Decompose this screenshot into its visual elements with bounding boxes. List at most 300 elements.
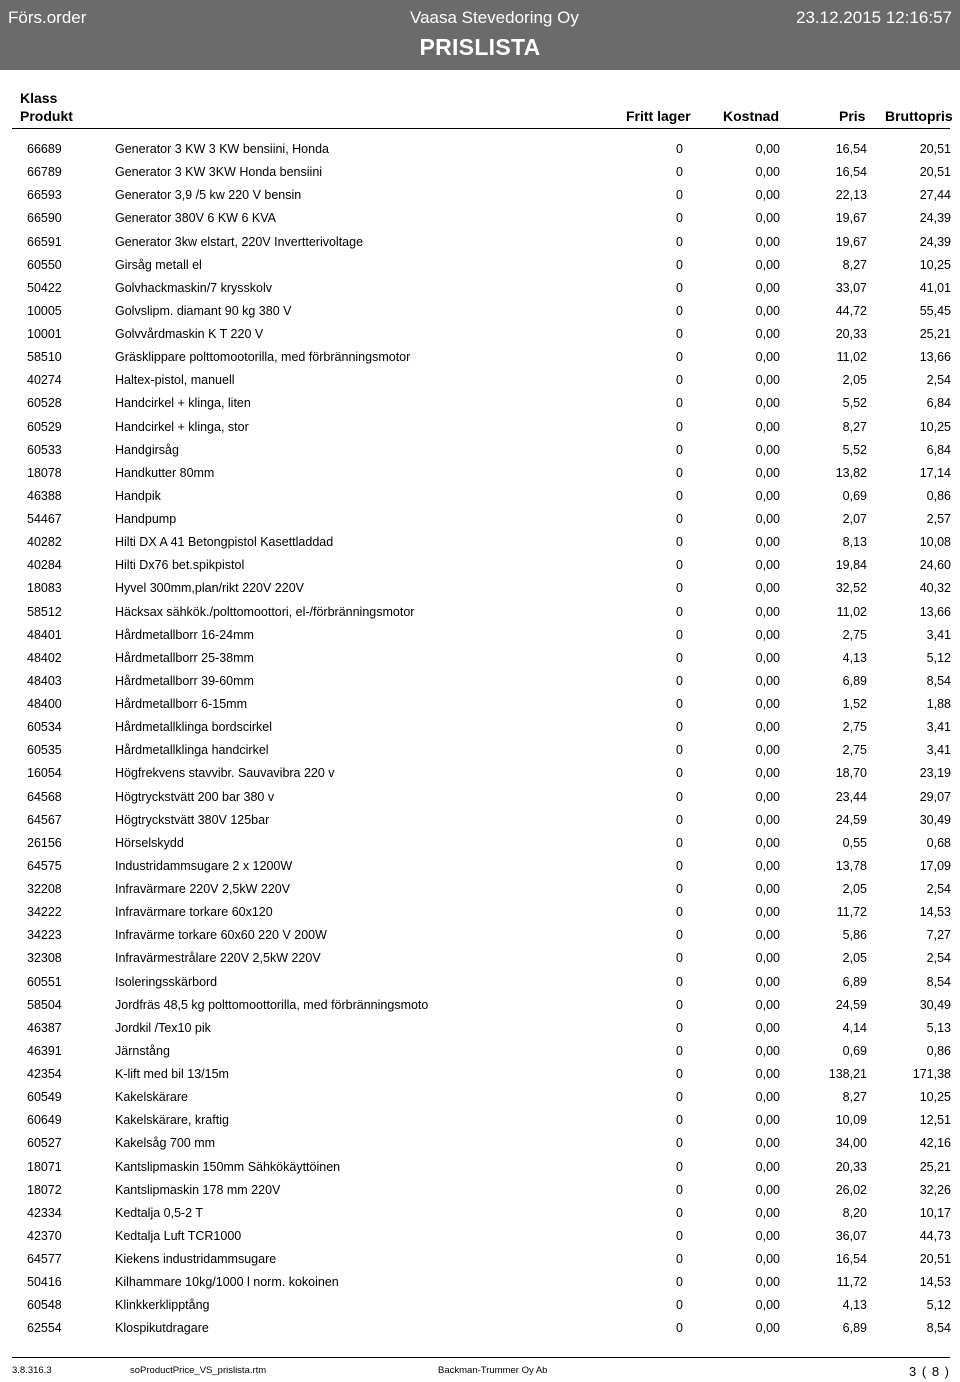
stock-value: 0 xyxy=(676,627,683,642)
product-id: 60528 xyxy=(27,396,62,411)
table-row xyxy=(0,902,960,925)
price-value: 20,33 xyxy=(835,327,867,341)
cost-value: 0,00 xyxy=(755,1090,780,1105)
price-value: 8,27 xyxy=(842,257,867,272)
table-row xyxy=(0,324,960,347)
gross-price-value: 2,54 xyxy=(926,373,951,388)
table-row xyxy=(0,486,960,509)
cost-value: 0,00 xyxy=(755,997,780,1012)
cost-value: 0,00 xyxy=(755,627,780,642)
product-name: Högfrekvens stavvibr. Sauvavibra 220 v xyxy=(115,766,335,781)
price-value: 11,72 xyxy=(836,905,867,920)
table-row xyxy=(0,139,960,162)
product-name: Kantslipmaskin 150mm Sähkökäyttöinen xyxy=(115,1159,341,1174)
stock-value: 0 xyxy=(676,1205,683,1220)
page-number: 3 ( 8 ) xyxy=(909,1364,950,1379)
price-value: 44,72 xyxy=(835,303,867,318)
price-value: 0,55 xyxy=(842,835,867,850)
page-title: PRISLISTA xyxy=(419,34,541,60)
product-name: Isoleringsskärbord xyxy=(115,974,218,989)
stock-value: 0 xyxy=(676,858,683,873)
gross-price-value: 2,54 xyxy=(926,951,951,966)
cost-value: 0,00 xyxy=(755,558,780,573)
stock-value: 0 xyxy=(676,512,683,526)
price-value: 20,33 xyxy=(835,1159,867,1174)
gross-price-value: 20,51 xyxy=(919,165,951,180)
cost-value: 0,00 xyxy=(755,1275,780,1290)
product-name: Handcirkel + klinga, liten xyxy=(115,396,251,411)
stock-value: 0 xyxy=(676,951,683,966)
table-row xyxy=(0,393,960,416)
product-id: 34223 xyxy=(27,928,62,943)
price-value: 4,13 xyxy=(842,1298,867,1313)
table-row xyxy=(0,1249,960,1272)
stock-value: 0 xyxy=(676,211,683,226)
gross-price-value: 8,54 xyxy=(926,1321,951,1336)
price-value: 5,52 xyxy=(842,396,867,411)
product-name: Haltex-pistol, manuell xyxy=(115,373,235,388)
cost-value: 0,00 xyxy=(755,211,780,226)
column-header-bruttopris: Bruttopris xyxy=(885,108,953,124)
price-table xyxy=(0,139,960,1342)
cost-value: 0,00 xyxy=(755,604,780,619)
table-row xyxy=(0,602,960,625)
gross-price-value: 10,17 xyxy=(919,1205,951,1220)
price-value: 11,02 xyxy=(836,604,867,619)
product-name: Hårdmetallklinga bordscirkel xyxy=(115,720,273,735)
table-row xyxy=(0,833,960,856)
table-row xyxy=(0,625,960,648)
gross-price-value: 6,84 xyxy=(926,396,951,411)
cost-value: 0,00 xyxy=(755,1159,780,1174)
price-value: 2,07 xyxy=(842,512,867,526)
gross-price-value: 10,25 xyxy=(919,257,951,272)
gross-price-value: 1,88 xyxy=(926,697,951,711)
gross-price-value: 41,01 xyxy=(919,280,951,295)
stock-value: 0 xyxy=(676,604,683,619)
gross-price-value: 14,53 xyxy=(919,1275,951,1290)
product-name: Infravärme torkare 60x60 220 V 200W xyxy=(115,928,327,943)
product-name: Hilti Dx76 bet.spikpistol xyxy=(115,558,245,573)
table-row xyxy=(0,1180,960,1203)
gross-price-value: 30,49 xyxy=(919,997,951,1012)
product-id: 40274 xyxy=(27,373,62,388)
stock-value: 0 xyxy=(676,789,683,804)
gross-price-value: 3,41 xyxy=(926,743,951,758)
column-header-pris: Pris xyxy=(839,108,866,124)
table-row xyxy=(0,370,960,393)
product-name: Hilti DX A 41 Betongpistol Kasettladdad xyxy=(115,535,334,550)
gross-price-value: 40,32 xyxy=(919,581,951,596)
stock-value: 0 xyxy=(676,327,683,341)
gross-price-value: 44,73 xyxy=(919,1228,951,1243)
product-id: 16054 xyxy=(27,766,62,781)
stock-value: 0 xyxy=(676,766,683,781)
stock-value: 0 xyxy=(676,1252,683,1266)
product-id: 50416 xyxy=(27,1275,62,1290)
table-row xyxy=(0,278,960,301)
gross-price-value: 5,12 xyxy=(926,650,951,665)
price-value: 8,27 xyxy=(842,419,867,434)
table-row xyxy=(0,694,960,717)
gross-price-value: 25,21 xyxy=(919,1159,951,1174)
table-row xyxy=(0,1064,960,1087)
gross-price-value: 20,51 xyxy=(919,142,951,156)
product-id: 46387 xyxy=(27,1020,62,1035)
gross-price-value: 10,25 xyxy=(919,1090,951,1105)
gross-price-value: 30,49 xyxy=(919,812,951,827)
price-value: 8,20 xyxy=(842,1205,867,1220)
gross-price-value: 12,51 xyxy=(919,1113,951,1128)
column-header-produkt: Produkt xyxy=(20,108,73,124)
gross-price-value: 13,66 xyxy=(919,604,951,619)
price-value: 24,59 xyxy=(835,997,867,1012)
price-value: 5,52 xyxy=(842,442,867,457)
product-id: 42354 xyxy=(27,1067,62,1081)
product-id: 58510 xyxy=(27,350,62,365)
cost-value: 0,00 xyxy=(755,188,780,203)
stock-value: 0 xyxy=(676,165,683,180)
table-row xyxy=(0,995,960,1018)
gross-price-value: 32,26 xyxy=(919,1182,951,1197)
product-id: 18071 xyxy=(27,1159,62,1174)
product-id: 48400 xyxy=(27,697,62,711)
gross-price-value: 13,66 xyxy=(919,350,951,365)
cost-value: 0,00 xyxy=(755,858,780,873)
cost-value: 0,00 xyxy=(755,488,780,503)
table-row xyxy=(0,925,960,948)
table-row xyxy=(0,255,960,278)
stock-value: 0 xyxy=(676,835,683,850)
price-value: 0,69 xyxy=(842,488,867,503)
cost-value: 0,00 xyxy=(755,512,780,526)
table-row xyxy=(0,1203,960,1226)
cost-value: 0,00 xyxy=(755,303,780,318)
cost-value: 0,00 xyxy=(755,743,780,758)
price-value: 22,13 xyxy=(835,188,867,203)
price-value: 8,13 xyxy=(842,535,867,550)
product-name: Kilhammare 10kg/1000 l norm. kokoinen xyxy=(115,1275,339,1290)
cost-value: 0,00 xyxy=(755,165,780,180)
product-id: 66590 xyxy=(27,211,62,226)
product-id: 66789 xyxy=(27,165,62,180)
product-name: Kakelskärare xyxy=(115,1090,188,1105)
product-name: Hyvel 300mm,plan/rikt 220V 220V xyxy=(115,581,304,596)
product-id: 34222 xyxy=(27,905,62,920)
product-name: Hårdmetallborr 39-60mm xyxy=(115,673,254,688)
cost-value: 0,00 xyxy=(755,373,780,388)
product-name: Klinkkerklipptång xyxy=(115,1298,210,1313)
price-value: 16,54 xyxy=(835,165,867,180)
table-row xyxy=(0,787,960,810)
stock-value: 0 xyxy=(676,280,683,295)
cost-value: 0,00 xyxy=(755,697,780,711)
product-id: 60550 xyxy=(27,257,62,272)
gross-price-value: 24,60 xyxy=(919,558,951,573)
table-row xyxy=(0,1295,960,1318)
product-name: Handgirsåg xyxy=(115,442,179,457)
price-value: 18,70 xyxy=(835,766,867,781)
product-name: Kantslipmaskin 178 mm 220V xyxy=(115,1182,281,1197)
table-row xyxy=(0,532,960,555)
product-id: 64567 xyxy=(27,812,62,827)
gross-price-value: 24,39 xyxy=(919,211,951,226)
product-id: 32308 xyxy=(27,951,62,966)
table-row xyxy=(0,417,960,440)
cost-value: 0,00 xyxy=(755,1113,780,1128)
stock-value: 0 xyxy=(676,1020,683,1035)
product-name: Handcirkel + klinga, stor xyxy=(115,419,249,434)
company-name: Vaasa Stevedoring Oy xyxy=(410,8,579,27)
report-datetime: 23.12.2015 12:16:57 xyxy=(796,8,952,27)
stock-value: 0 xyxy=(676,1136,683,1151)
cost-value: 0,00 xyxy=(755,396,780,411)
product-name: Kakelsåg 700 mm xyxy=(115,1136,216,1151)
stock-value: 0 xyxy=(676,1228,683,1243)
stock-value: 0 xyxy=(676,234,683,249)
price-value: 13,82 xyxy=(835,465,867,480)
price-value: 2,05 xyxy=(842,882,867,896)
stock-value: 0 xyxy=(676,1159,683,1174)
product-name: Infravärmestrålare 220V 2,5kW 220V xyxy=(115,951,321,966)
gross-price-value: 42,16 xyxy=(919,1136,951,1151)
product-id: 10005 xyxy=(27,303,62,318)
stock-value: 0 xyxy=(676,1182,683,1197)
price-value: 1,52 xyxy=(842,697,867,711)
product-id: 18083 xyxy=(27,581,62,596)
stock-value: 0 xyxy=(676,1113,683,1128)
cost-value: 0,00 xyxy=(755,882,780,896)
product-id: 60527 xyxy=(27,1136,62,1151)
price-value: 5,86 xyxy=(842,928,867,943)
table-row xyxy=(0,578,960,601)
stock-value: 0 xyxy=(676,697,683,711)
cost-value: 0,00 xyxy=(755,1136,780,1151)
cost-value: 0,00 xyxy=(755,905,780,920)
table-row xyxy=(0,1272,960,1295)
price-value: 8,27 xyxy=(842,1090,867,1105)
price-value: 26,02 xyxy=(835,1182,867,1197)
stock-value: 0 xyxy=(676,812,683,827)
product-name: Generator 3,9 /5 kw 220 V bensin xyxy=(115,188,302,203)
product-name: Hörselskydd xyxy=(115,835,184,850)
table-row xyxy=(0,162,960,185)
header-divider xyxy=(12,128,950,129)
table-row xyxy=(0,1087,960,1110)
table-row xyxy=(0,648,960,671)
gross-price-value: 29,07 xyxy=(919,789,951,804)
cost-value: 0,00 xyxy=(755,650,780,665)
product-id: 46391 xyxy=(27,1043,62,1058)
table-row xyxy=(0,1018,960,1041)
product-id: 64577 xyxy=(27,1252,62,1266)
price-value: 138,21 xyxy=(828,1067,867,1081)
product-name: Kedtalja 0,5-2 T xyxy=(115,1205,204,1220)
product-name: Golvvårdmaskin K T 220 V xyxy=(115,327,264,341)
table-row xyxy=(0,440,960,463)
product-name: Industridammsugare 2 x 1200W xyxy=(115,858,293,873)
stock-value: 0 xyxy=(676,442,683,457)
product-id: 62554 xyxy=(27,1321,62,1336)
product-id: 60535 xyxy=(27,743,62,758)
stock-value: 0 xyxy=(676,396,683,411)
stock-value: 0 xyxy=(676,1043,683,1058)
cost-value: 0,00 xyxy=(755,1043,780,1058)
price-value: 2,05 xyxy=(842,951,867,966)
cost-value: 0,00 xyxy=(755,812,780,827)
price-value: 6,89 xyxy=(842,974,867,989)
gross-price-value: 7,27 xyxy=(926,928,951,943)
product-id: 26156 xyxy=(27,835,62,850)
gross-price-value: 8,54 xyxy=(926,673,951,688)
stock-value: 0 xyxy=(676,1275,683,1290)
cost-value: 0,00 xyxy=(755,442,780,457)
table-row xyxy=(0,232,960,255)
product-id: 64575 xyxy=(27,858,62,873)
footer-company: Backman-Trummer Oy Ab xyxy=(438,1365,548,1376)
product-name: Generator 3 KW 3 KW bensiini, Honda xyxy=(115,142,329,156)
column-header-kostnad: Kostnad xyxy=(723,108,779,124)
stock-value: 0 xyxy=(676,419,683,434)
product-name: Jordkil /Tex10 pik xyxy=(115,1020,211,1035)
gross-price-value: 14,53 xyxy=(919,905,951,920)
product-name: Kedtalja Luft TCR1000 xyxy=(115,1228,242,1243)
cost-value: 0,00 xyxy=(755,835,780,850)
stock-value: 0 xyxy=(676,650,683,665)
table-row xyxy=(0,185,960,208)
header-bar xyxy=(0,0,960,70)
stock-value: 0 xyxy=(676,1090,683,1105)
product-id: 18078 xyxy=(27,465,62,480)
gross-price-value: 171,38 xyxy=(912,1067,951,1081)
cost-value: 0,00 xyxy=(755,280,780,295)
product-id: 48403 xyxy=(27,673,62,688)
cost-value: 0,00 xyxy=(755,1067,780,1081)
product-name: Klospikutdragare xyxy=(115,1321,209,1336)
table-row xyxy=(0,1157,960,1180)
product-name: Järnstång xyxy=(115,1043,170,1058)
table-row xyxy=(0,740,960,763)
cost-value: 0,00 xyxy=(755,350,780,365)
product-name: Handpik xyxy=(115,488,161,503)
stock-value: 0 xyxy=(676,882,683,896)
price-value: 6,89 xyxy=(842,1321,867,1336)
gross-price-value: 3,41 xyxy=(926,627,951,642)
cost-value: 0,00 xyxy=(755,1182,780,1197)
footer-version: 3.8.316.3 xyxy=(12,1365,52,1376)
product-name: Golvslipm. diamant 90 kg 380 V xyxy=(115,303,292,318)
price-value: 6,89 xyxy=(842,673,867,688)
table-row xyxy=(0,1318,960,1341)
product-name: Infravärmare torkare 60x120 xyxy=(115,905,273,920)
gross-price-value: 6,84 xyxy=(926,442,951,457)
product-id: 32208 xyxy=(27,882,62,896)
product-name: K-lift med bil 13/15m xyxy=(115,1067,229,1081)
product-id: 50422 xyxy=(27,280,62,295)
table-row xyxy=(0,1226,960,1249)
product-id: 58504 xyxy=(27,997,62,1012)
gross-price-value: 0,86 xyxy=(926,1043,951,1058)
cost-value: 0,00 xyxy=(755,766,780,781)
price-value: 2,75 xyxy=(842,720,867,735)
gross-price-value: 10,08 xyxy=(919,535,951,550)
table-row xyxy=(0,208,960,231)
product-name: Hårdmetallklinga handcirkel xyxy=(115,743,269,758)
stock-value: 0 xyxy=(676,1298,683,1313)
product-id: 66689 xyxy=(27,142,62,156)
footer-filename: soProductPrice_VS_prislista.rtm xyxy=(130,1365,267,1376)
product-name: Hårdmetallborr 25-38mm xyxy=(115,650,254,665)
product-id: 46388 xyxy=(27,488,62,503)
product-name: Generator 380V 6 KW 6 KVA xyxy=(115,211,276,226)
table-row xyxy=(0,717,960,740)
product-name: Generator 3kw elstart, 220V Invertterivoltage xyxy=(115,234,364,249)
product-name: Kiekens industridammsugare xyxy=(115,1252,277,1266)
stock-value: 0 xyxy=(676,997,683,1012)
product-id: 48402 xyxy=(27,650,62,665)
product-name: Kakelskärare, kraftig xyxy=(115,1113,229,1128)
price-value: 11,02 xyxy=(836,350,867,365)
gross-price-value: 55,45 xyxy=(919,303,951,318)
gross-price-value: 10,25 xyxy=(919,419,951,434)
stock-value: 0 xyxy=(676,928,683,943)
product-name: Högtryckstvätt 380V 125bar xyxy=(115,812,270,827)
stock-value: 0 xyxy=(676,257,683,272)
price-value: 4,13 xyxy=(842,650,867,665)
product-id: 64568 xyxy=(27,789,62,804)
price-value: 4,14 xyxy=(842,1020,867,1035)
price-value: 11,72 xyxy=(836,1275,867,1290)
gross-price-value: 20,51 xyxy=(919,1252,951,1266)
price-value: 16,54 xyxy=(835,1252,867,1266)
price-value: 19,67 xyxy=(835,234,867,249)
price-value: 2,05 xyxy=(842,373,867,388)
stock-value: 0 xyxy=(676,465,683,480)
product-id: 42370 xyxy=(27,1228,62,1243)
gross-price-value: 5,12 xyxy=(926,1298,951,1313)
table-row xyxy=(0,671,960,694)
table-row xyxy=(0,1133,960,1156)
table-row xyxy=(0,879,960,902)
product-name: Infravärmare 220V 2,5kW 220V xyxy=(115,882,291,896)
order-label: Förs.order xyxy=(8,8,87,27)
cost-value: 0,00 xyxy=(755,535,780,550)
table-row xyxy=(0,948,960,971)
cost-value: 0,00 xyxy=(755,142,780,156)
stock-value: 0 xyxy=(676,1067,683,1081)
cost-value: 0,00 xyxy=(755,1298,780,1313)
product-name: Girsåg metall el xyxy=(115,257,202,272)
product-name: Golvhackmaskin/7 krysskolv xyxy=(115,280,272,295)
price-value: 19,67 xyxy=(835,211,867,226)
cost-value: 0,00 xyxy=(755,1252,780,1266)
table-row xyxy=(0,856,960,879)
stock-value: 0 xyxy=(676,581,683,596)
cost-value: 0,00 xyxy=(755,234,780,249)
price-value: 0,69 xyxy=(842,1043,867,1058)
column-header-fritt-lager: Fritt lager xyxy=(626,108,691,124)
price-value: 19,84 xyxy=(835,558,867,573)
cost-value: 0,00 xyxy=(755,673,780,688)
gross-price-value: 2,54 xyxy=(926,882,951,896)
table-row xyxy=(0,763,960,786)
product-id: 54467 xyxy=(27,512,62,526)
product-id: 40284 xyxy=(27,558,62,573)
product-id: 42334 xyxy=(27,1205,62,1220)
product-name: Hårdmetallborr 16-24mm xyxy=(115,627,254,642)
stock-value: 0 xyxy=(676,720,683,735)
product-id: 66591 xyxy=(27,234,62,249)
